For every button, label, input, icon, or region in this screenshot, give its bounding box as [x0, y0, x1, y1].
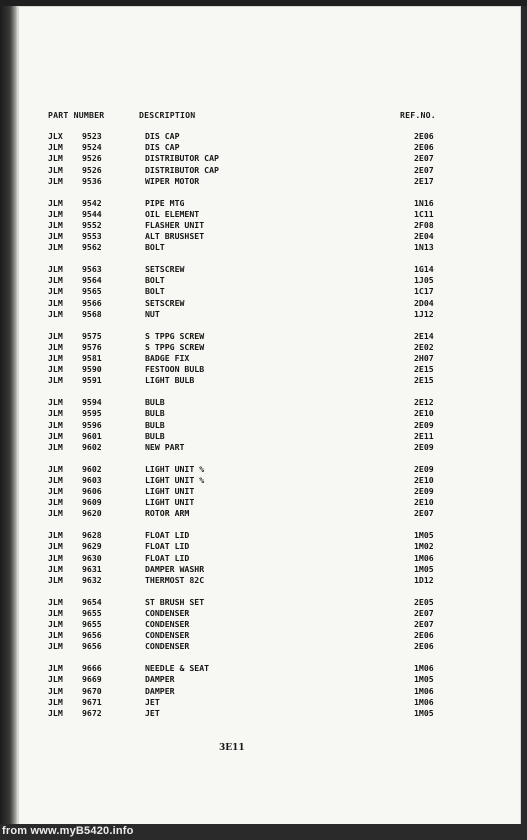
part-description: DAMPER [145, 674, 175, 685]
table-row [0, 553, 527, 564]
part-number: 9595 [82, 408, 102, 419]
part-prefix: JLM [48, 663, 63, 674]
part-description: BOLT [145, 275, 165, 286]
part-prefix: JLM [48, 341, 63, 352]
part-description: PIPE MTG [145, 197, 185, 208]
part-number: 9562 [82, 242, 102, 253]
table-row [0, 142, 527, 153]
part-description: BULB [145, 397, 165, 408]
parts-group [0, 264, 527, 320]
part-prefix: JLM [48, 264, 63, 275]
part-number: 9632 [82, 574, 102, 585]
part-ref-no: 1M05 [414, 563, 434, 574]
part-description: DISTRIBUTOR CAP [145, 164, 219, 175]
part-ref-no: 2E11 [414, 430, 434, 441]
part-description: LIGHT UNIT % [145, 474, 205, 485]
part-prefix: JLM [48, 630, 63, 641]
part-description: LIGHT UNIT [145, 486, 195, 497]
table-row [0, 608, 527, 619]
part-ref-no: 1M06 [414, 663, 434, 674]
part-prefix: JLM [48, 175, 63, 186]
part-description: SETSCREW [145, 264, 185, 275]
part-prefix: JLM [48, 596, 63, 607]
part-number: 9620 [82, 508, 102, 519]
part-prefix: JLM [48, 297, 63, 308]
part-number: 9596 [82, 419, 102, 430]
part-ref-no: 1M05 [414, 530, 434, 541]
part-number: 9602 [82, 463, 102, 474]
part-number: 9568 [82, 308, 102, 319]
part-description: SETSCREW [145, 297, 185, 308]
part-description: FLOAT LID [145, 552, 190, 563]
table-row [0, 630, 527, 641]
part-ref-no: 2E10 [414, 474, 434, 485]
part-number: 9672 [82, 708, 102, 718]
part-description: ALT BRUSHSET [145, 231, 205, 242]
column-header-part-number: PART NUMBER [48, 110, 105, 120]
part-description: JET [145, 708, 160, 718]
part-description: OIL ELEMENT [145, 208, 200, 219]
part-prefix: JLM [48, 441, 63, 452]
parts-group [0, 597, 527, 653]
parts-group [0, 530, 527, 586]
parts-group [0, 131, 527, 187]
part-prefix: JLM [48, 674, 63, 685]
part-number: 9564 [82, 275, 102, 286]
part-prefix: JLM [48, 563, 63, 574]
part-prefix: JLM [48, 219, 63, 230]
part-prefix: JLM [48, 419, 63, 430]
part-description: CONDENSER [145, 630, 190, 641]
table-row [0, 408, 527, 419]
parts-group [0, 663, 527, 719]
part-number: 9542 [82, 197, 102, 208]
table-row [0, 697, 527, 708]
part-ref-no: 1J05 [414, 275, 434, 286]
part-description: BADGE FIX [145, 352, 190, 363]
part-description: FLOAT LID [145, 541, 190, 552]
part-description: DAMPER WASHR [145, 563, 205, 574]
part-prefix: JLX [48, 131, 63, 141]
part-ref-no: 2E06 [414, 131, 434, 141]
table-row [0, 663, 527, 674]
part-description: LIGHT UNIT % [145, 463, 205, 474]
part-number: 9629 [82, 541, 102, 552]
part-description: JET [145, 696, 160, 707]
part-ref-no: 2F08 [414, 219, 434, 230]
part-number: 9670 [82, 685, 102, 696]
part-ref-no: 2E15 [414, 364, 434, 375]
part-description: ROTOR ARM [145, 508, 190, 519]
table-row [0, 298, 527, 309]
part-ref-no: 2E06 [414, 641, 434, 652]
part-number: 9575 [82, 330, 102, 341]
part-ref-no: 1M06 [414, 552, 434, 563]
part-number: 9544 [82, 208, 102, 219]
table-row [0, 708, 527, 719]
part-number: 9565 [82, 286, 102, 297]
part-ref-no: 2E09 [414, 463, 434, 474]
table-row [0, 431, 527, 442]
part-number: 9576 [82, 341, 102, 352]
part-number: 9656 [82, 641, 102, 652]
part-ref-no: 1M02 [414, 541, 434, 552]
part-prefix: JLM [48, 430, 63, 441]
part-ref-no: 2E10 [414, 408, 434, 419]
part-description: DIS CAP [145, 142, 180, 153]
part-prefix: JLM [48, 375, 63, 386]
part-ref-no: 1N16 [414, 197, 434, 208]
parts-group [0, 198, 527, 254]
part-prefix: JLM [48, 530, 63, 541]
table-row [0, 575, 527, 586]
part-prefix: JLM [48, 142, 63, 153]
part-ref-no: 1N13 [414, 242, 434, 253]
part-description: NEEDLE & SEAT [145, 663, 210, 674]
table-row [0, 165, 527, 176]
part-ref-no: 2H07 [414, 352, 434, 363]
part-description: DAMPER [145, 685, 175, 696]
part-prefix: JLM [48, 364, 63, 375]
part-prefix: JLM [48, 164, 63, 175]
part-number: 9671 [82, 696, 102, 707]
part-number: 9603 [82, 474, 102, 485]
part-prefix: JLM [48, 641, 63, 652]
part-ref-no: 2E07 [414, 508, 434, 519]
column-header-description: DESCRIPTION [139, 110, 196, 120]
table-row [0, 541, 527, 552]
part-number: 9655 [82, 607, 102, 618]
part-number: 9669 [82, 674, 102, 685]
parts-group [0, 331, 527, 387]
part-number: 9536 [82, 175, 102, 186]
table-row [0, 674, 527, 685]
table-row [0, 309, 527, 320]
part-number: 9630 [82, 552, 102, 563]
part-number: 9594 [82, 397, 102, 408]
part-number: 9654 [82, 596, 102, 607]
part-description: BOLT [145, 286, 165, 297]
part-prefix: JLM [48, 153, 63, 164]
part-number: 9553 [82, 231, 102, 242]
part-prefix: JLM [48, 286, 63, 297]
table-row [0, 508, 527, 519]
part-prefix: JLM [48, 696, 63, 707]
part-prefix: JLM [48, 463, 63, 474]
part-prefix: JLM [48, 552, 63, 563]
part-number: 9590 [82, 364, 102, 375]
part-ref-no: 2E09 [414, 486, 434, 497]
table-row [0, 131, 527, 142]
part-ref-no: 2E09 [414, 419, 434, 430]
part-prefix: JLM [48, 275, 63, 286]
part-prefix: JLM [48, 208, 63, 219]
table-row [0, 242, 527, 253]
part-number: 9566 [82, 297, 102, 308]
table-row [0, 641, 527, 652]
part-number: 9523 [82, 131, 102, 141]
part-number: 9631 [82, 563, 102, 574]
part-number: 9656 [82, 630, 102, 641]
part-prefix: JLM [48, 486, 63, 497]
table-row [0, 475, 527, 486]
part-prefix: JLM [48, 474, 63, 485]
table-row [0, 209, 527, 220]
part-ref-no: 2E07 [414, 607, 434, 618]
table-row [0, 275, 527, 286]
part-prefix: JLM [48, 397, 63, 408]
table-row [0, 464, 527, 475]
column-header-ref-no: REF.NO. [400, 110, 436, 120]
part-description: ST BRUSH SET [145, 596, 205, 607]
part-description: LIGHT BULB [145, 375, 195, 386]
part-ref-no: 2E06 [414, 142, 434, 153]
part-number: 9606 [82, 486, 102, 497]
part-description: FLASHER UNIT [145, 219, 205, 230]
part-prefix: JLM [48, 497, 63, 508]
table-row [0, 597, 527, 608]
page-code: 3E11 [219, 743, 245, 753]
table-row [0, 286, 527, 297]
table-row [0, 353, 527, 364]
part-prefix: JLM [48, 607, 63, 618]
table-row [0, 530, 527, 541]
table-row [0, 497, 527, 508]
part-description: S TPPG SCREW [145, 330, 205, 341]
parts-group [0, 397, 527, 453]
table-row [0, 231, 527, 242]
watermark-text: from www.myB5420.info [2, 825, 134, 837]
table-row [0, 375, 527, 386]
part-prefix: JLM [48, 574, 63, 585]
table-row [0, 342, 527, 353]
part-prefix: JLM [48, 619, 63, 630]
part-description: NUT [145, 308, 160, 319]
part-ref-no: 2E09 [414, 441, 434, 452]
part-number: 9563 [82, 264, 102, 275]
part-description: BULB [145, 430, 165, 441]
part-ref-no: 1J12 [414, 308, 434, 319]
part-ref-no: 2E07 [414, 153, 434, 164]
part-ref-no: 2E15 [414, 375, 434, 386]
part-ref-no: 1D12 [414, 574, 434, 585]
table-row [0, 420, 527, 431]
part-number: 9552 [82, 219, 102, 230]
part-number: 9602 [82, 441, 102, 452]
part-description: FESTOON BULB [145, 364, 205, 375]
part-prefix: JLM [48, 308, 63, 319]
table-row [0, 220, 527, 231]
part-prefix: JLM [48, 685, 63, 696]
part-ref-no: 1C17 [414, 286, 434, 297]
part-description: BULB [145, 419, 165, 430]
part-description: FLOAT LID [145, 530, 190, 541]
part-number: 9526 [82, 153, 102, 164]
part-description: DIS CAP [145, 131, 180, 141]
parts-table [0, 131, 527, 730]
part-prefix: JLM [48, 508, 63, 519]
part-ref-no: 2E04 [414, 231, 434, 242]
part-number: 9628 [82, 530, 102, 541]
table-row [0, 619, 527, 630]
part-ref-no: 2E05 [414, 596, 434, 607]
part-ref-no: 2E10 [414, 497, 434, 508]
part-number: 9601 [82, 430, 102, 441]
table-row [0, 153, 527, 164]
table-row [0, 176, 527, 187]
part-number: 9655 [82, 619, 102, 630]
part-prefix: JLM [48, 408, 63, 419]
table-row [0, 264, 527, 275]
part-ref-no: 2E12 [414, 397, 434, 408]
table-row [0, 686, 527, 697]
part-prefix: JLM [48, 541, 63, 552]
table-row [0, 397, 527, 408]
table-row [0, 442, 527, 453]
part-number: 9581 [82, 352, 102, 363]
parts-group [0, 464, 527, 520]
part-ref-no: 1M06 [414, 696, 434, 707]
part-description: CONDENSER [145, 619, 190, 630]
part-ref-no: 2E17 [414, 175, 434, 186]
table-row [0, 364, 527, 375]
part-prefix: JLM [48, 242, 63, 253]
part-prefix: JLM [48, 330, 63, 341]
part-description: NEW PART [145, 441, 185, 452]
part-ref-no: 1C11 [414, 208, 434, 219]
part-ref-no: 2E07 [414, 619, 434, 630]
part-number: 9526 [82, 164, 102, 175]
part-number: 9609 [82, 497, 102, 508]
part-ref-no: 2E07 [414, 164, 434, 175]
part-ref-no: 2E06 [414, 630, 434, 641]
part-prefix: JLM [48, 197, 63, 208]
table-row [0, 564, 527, 575]
part-ref-no: 2E14 [414, 330, 434, 341]
table-row [0, 198, 527, 209]
part-description: DISTRIBUTOR CAP [145, 153, 219, 164]
part-ref-no: 1M05 [414, 708, 434, 718]
part-description: WIPER MOTOR [145, 175, 200, 186]
part-description: THERMOST 82C [145, 574, 205, 585]
table-row [0, 331, 527, 342]
part-ref-no: 1M06 [414, 685, 434, 696]
part-description: BULB [145, 408, 165, 419]
part-prefix: JLM [48, 352, 63, 363]
part-ref-no: 2D04 [414, 297, 434, 308]
part-ref-no: 2E02 [414, 341, 434, 352]
part-description: S TPPG SCREW [145, 341, 205, 352]
part-ref-no: 1M05 [414, 674, 434, 685]
part-ref-no: 1G14 [414, 264, 434, 275]
part-description: BOLT [145, 242, 165, 253]
part-description: CONDENSER [145, 641, 190, 652]
part-description: LIGHT UNIT [145, 497, 195, 508]
part-number: 9591 [82, 375, 102, 386]
part-prefix: JLM [48, 708, 63, 718]
part-prefix: JLM [48, 231, 63, 242]
part-number: 9524 [82, 142, 102, 153]
watermark-bar [0, 824, 527, 840]
part-description: CONDENSER [145, 607, 190, 618]
part-number: 9666 [82, 663, 102, 674]
table-row [0, 486, 527, 497]
